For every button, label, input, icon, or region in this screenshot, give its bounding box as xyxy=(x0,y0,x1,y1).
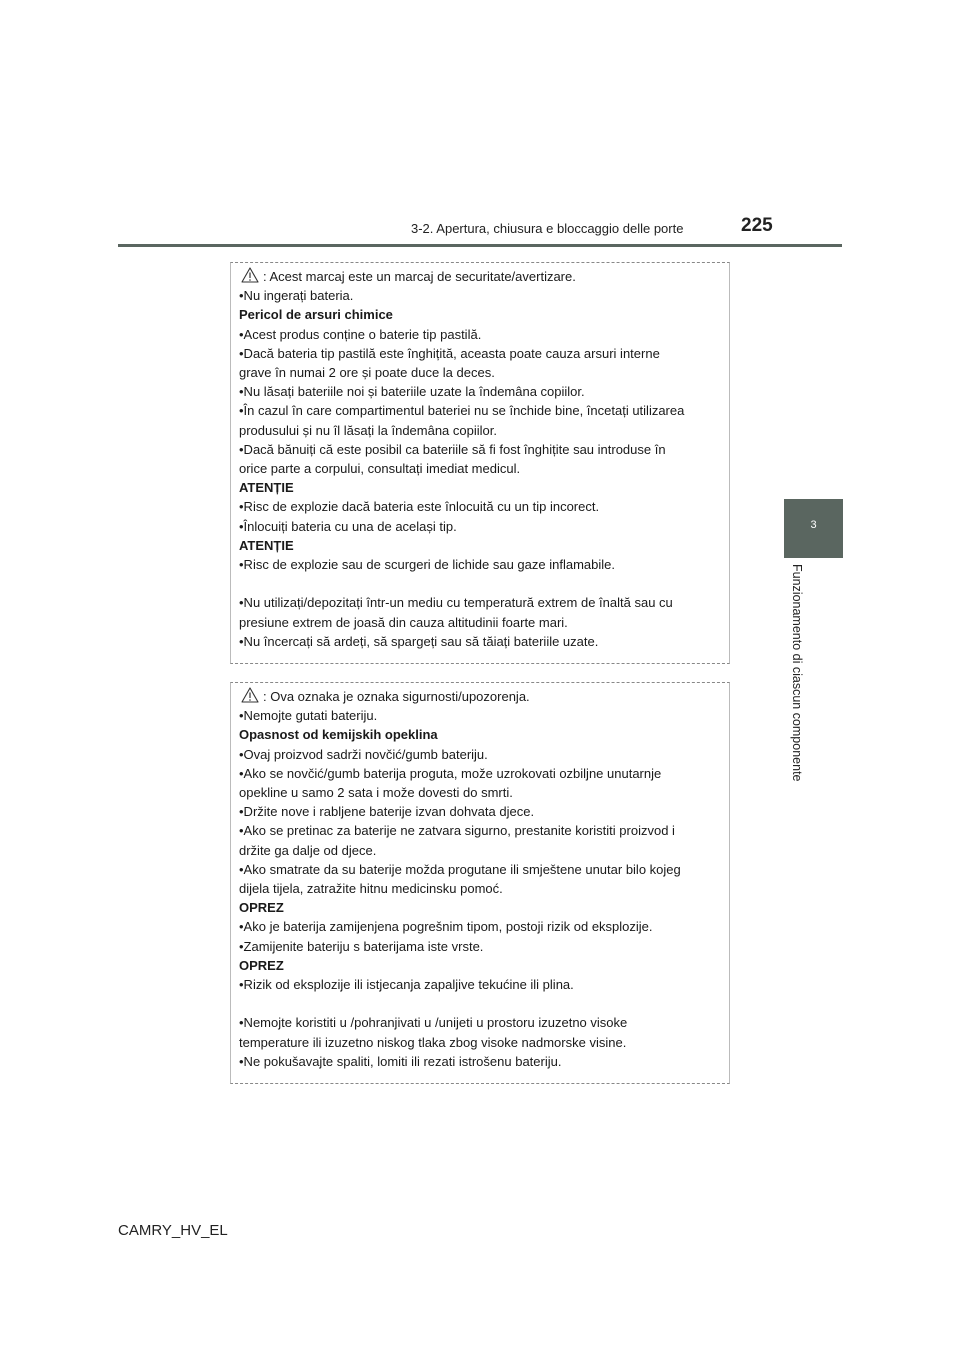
warning-text-line: temperature ili izuzetno niskog tlaka zbog visoke nadmorske visine. xyxy=(239,1034,627,1050)
model-code: CAMRY_HV_EL xyxy=(118,1222,228,1239)
chapter-number: 3 xyxy=(810,519,817,531)
warning-text-line: •În cazul în care compartimentul bateriei nu se închide bine, încetați utilizarea xyxy=(239,403,685,419)
warning-text-line: opekline u samo 2 sata i može dovesti do smrti. xyxy=(239,785,513,801)
chapter-tab xyxy=(784,499,843,558)
warning-heading: ATENȚIE xyxy=(239,480,294,496)
warning-text-line: •Držite nove i rabljene baterije izvan dohvata djece. xyxy=(239,804,535,820)
header-divider xyxy=(118,244,842,247)
warning-text-line: •Risc de explozie dacă bateria este înlocuită cu un tip incorect. xyxy=(239,499,600,515)
warning-text-line: presiune extrem de joasă din cauza altitudinii foarte mari. xyxy=(239,614,568,630)
warning-box-croatian xyxy=(230,682,730,1084)
chapter-label xyxy=(789,564,805,804)
warning-text-line: •Ako se novčić/gumb baterija proguta, može uzrokovati ozbiljne unutarnje xyxy=(239,765,662,781)
warning-heading: ATENȚIE xyxy=(239,537,294,553)
warning-text-line: •Ako se pretinac za baterije ne zatvara sigurno, prestanite koristiti proizvod i xyxy=(239,823,675,839)
warning-heading: OPREZ xyxy=(239,900,284,916)
warning-heading: Opasnost od kemijskih opeklina xyxy=(239,727,438,743)
warning-intro-text: : Acest marcaj este un marcaj de securitate/avertizare. xyxy=(263,269,576,284)
warning-text-line: •Risc de explozie sau de scurgeri de lichide sau gaze inflamabile. xyxy=(239,557,615,573)
warning-text-line: •Acest produs conține o baterie tip pastilă. xyxy=(239,326,482,342)
warning-triangle-icon xyxy=(241,687,259,703)
warning-text-line: •Ako smatrate da su baterije možda progutane ili smještene unutar bilo kojeg xyxy=(239,861,681,877)
warning-intro xyxy=(239,267,721,286)
warning-text-line: •Dacă bateria tip pastilă este înghițită, aceasta poate cauza arsuri interne xyxy=(239,345,660,361)
warning-text-line: •Rizik od eksplozije ili istjecanja zapaljive tekućine ili plina. xyxy=(239,977,574,993)
warning-text-line: •Nu utilizați/depozitați într-un mediu cu temperatură extrem de înaltă sau cu xyxy=(239,595,673,611)
page-number: 225 xyxy=(741,215,773,236)
warning-heading: OPREZ xyxy=(239,957,284,973)
warning-intro xyxy=(239,687,721,706)
chapter-label-text: Funzionamento di ciascun componente xyxy=(790,564,804,782)
warning-triangle-icon xyxy=(241,267,259,283)
warning-text-line: •Dacă bănuiți că este posibil ca bateriile să fi fost înghițite sau introduse în xyxy=(239,441,666,457)
warning-heading: Pericol de arsuri chimice xyxy=(239,307,393,323)
section-title: 3-2. Apertura, chiusura e bloccaggio delle porte xyxy=(411,221,684,236)
warning-text-line: produsului și nu îl lăsați la îndemâna copiilor. xyxy=(239,422,497,438)
warning-intro-text: : Ova oznaka je oznaka sigurnosti/upozorenja. xyxy=(263,689,530,704)
warning-text-line: •Ne pokušavajte spaliti, lomiti ili rezati istrošenu bateriju. xyxy=(239,1053,562,1069)
warning-box-romanian xyxy=(230,262,730,664)
warning-text-line: držite ga dalje od djece. xyxy=(239,842,377,858)
warning-text-line: •Înlocuiți bateria cu una de același tip. xyxy=(239,518,457,534)
warning-text-line: •Ako je baterija zamijenjena pogrešnim tipom, postoji rizik od eksplozije. xyxy=(239,919,653,935)
warning-text-line: dijela tijela, zatražite hitnu medicinsku pomoć. xyxy=(239,881,503,897)
warning-text-line: •Nu ingerați bateria. xyxy=(239,288,354,304)
warning-lines xyxy=(239,286,721,651)
warning-text-line: •Nu lăsați bateriile noi și bateriile uzate la îndemâna copiilor. xyxy=(239,384,585,400)
warning-text-line: orice parte a corpului, consultați imediat medicul. xyxy=(239,461,521,477)
warning-text-line: •Zamijenite bateriju s baterijama iste vrste. xyxy=(239,938,484,954)
blank-line xyxy=(239,574,721,593)
warning-text-line: •Nu încercați să ardeți, să spargeți sau să tăiați bateriile uzate. xyxy=(239,633,599,649)
warning-text-line: •Nemojte koristiti u /pohranjivati u /unijeti u prostoru izuzetno visoke xyxy=(239,1015,628,1031)
blank-line xyxy=(239,994,721,1013)
warning-text-line: •Nemojte gutati bateriju. xyxy=(239,708,378,724)
warning-lines xyxy=(239,706,721,1071)
warning-text-line: •Ovaj proizvod sadrži novčić/gumb bateriju. xyxy=(239,746,488,762)
warning-text-line: grave în numai 2 ore și poate duce la deces. xyxy=(239,365,495,381)
